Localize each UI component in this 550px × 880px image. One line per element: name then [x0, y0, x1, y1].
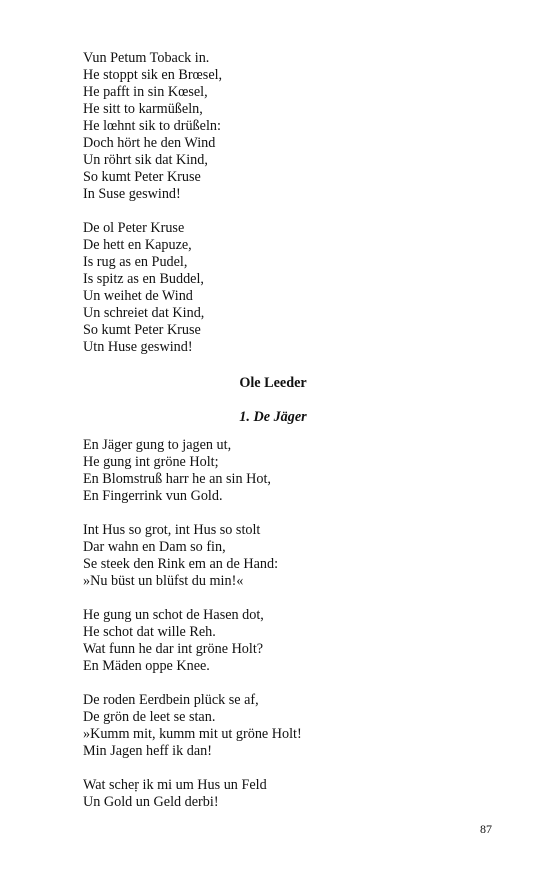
- verse-line: De hett en Kapuze,: [83, 237, 192, 253]
- page-number: 87: [480, 822, 492, 836]
- verse-line: En Fingerrink vun Gold.: [83, 488, 223, 504]
- stanza-gap: [83, 505, 463, 522]
- stanza: [83, 607, 463, 675]
- verse-line: He gung un schot de Hasen dot,: [83, 607, 264, 623]
- verse-line: Un weihet de Wind: [83, 288, 193, 304]
- stanza-gap: [83, 203, 463, 220]
- poem-de-jaeger: [83, 437, 463, 811]
- verse-line: De ol Peter Kruse: [83, 220, 185, 236]
- verse-line: Min Jagen heff ik dan!: [83, 743, 212, 759]
- verse-line: »Nu büst un blüfst du min!«: [83, 573, 244, 589]
- verse-line: So kumt Peter Kruse: [83, 169, 201, 185]
- section-title: Ole Leeder: [239, 375, 307, 391]
- stanza-gap: [83, 590, 463, 607]
- verse-line: Un schreiet dat Kind,: [83, 305, 205, 321]
- verse-line: Wat scheṛ ik mi um Hus un Feld: [83, 777, 267, 793]
- verse-line: Wat funn he dar int gröne Holt?: [83, 641, 264, 657]
- verse-line: Int Hus so grot, int Hus so stolt: [83, 522, 261, 538]
- verse-line: He sitt to karmüßeln,: [83, 101, 203, 117]
- verse-line: En Mäden oppe Knee.: [83, 658, 210, 674]
- verse-line: He pafft in sin Kœsel,: [83, 84, 208, 100]
- verse-line: Se steek den Rink em an de Hand:: [83, 556, 279, 572]
- verse-line: Is spitz as en Buddel,: [83, 271, 204, 287]
- verse-line: Un Gold un Geld derbi!: [83, 794, 219, 810]
- stanza: [83, 220, 463, 356]
- stanza: [83, 50, 463, 203]
- stanza: [83, 777, 463, 811]
- verse-line: He stoppt sik en Brœsel,: [83, 67, 223, 83]
- stanza: [83, 437, 463, 505]
- verse-line: En Jäger gung to jagen ut,: [83, 437, 232, 453]
- verse-line: Utn Huse geswind!: [83, 339, 193, 355]
- verse-line: »Kumm mit, kumm mit ut gröne Holt!: [83, 726, 302, 742]
- verse-line: So kumt Peter Kruse: [83, 322, 201, 338]
- verse-line: He gung int gröne Holt;: [83, 454, 219, 470]
- verse-line: He schot dat wille Reh.: [83, 624, 216, 640]
- stanza-gap: [83, 675, 463, 692]
- verse-line: Vun Petum Toback in.: [83, 50, 210, 66]
- stanza: [83, 692, 463, 760]
- verse-line: Is rug as en Pudel,: [83, 254, 188, 270]
- verse-line: Un röhrt sik dat Kind,: [83, 152, 208, 168]
- verse-line: De roden Eerdbein plück se af,: [83, 692, 259, 708]
- subsection-title: 1. De Jäger: [239, 409, 307, 425]
- poem-peter-kruse: [83, 50, 463, 356]
- verse-line: He lœhnt sik to drüßeln:: [83, 118, 221, 134]
- verse-line: In Suse geswind!: [83, 186, 181, 202]
- verse-line: Dar wahn en Dam so fin,: [83, 539, 226, 555]
- verse-line: De grön de leet se stan.: [83, 709, 216, 725]
- stanza-gap: [83, 760, 463, 777]
- stanza: [83, 522, 463, 590]
- verse-line: En Blomstruß harr he an sin Hot,: [83, 471, 271, 487]
- verse-line: Doch hört he den Wind: [83, 135, 216, 151]
